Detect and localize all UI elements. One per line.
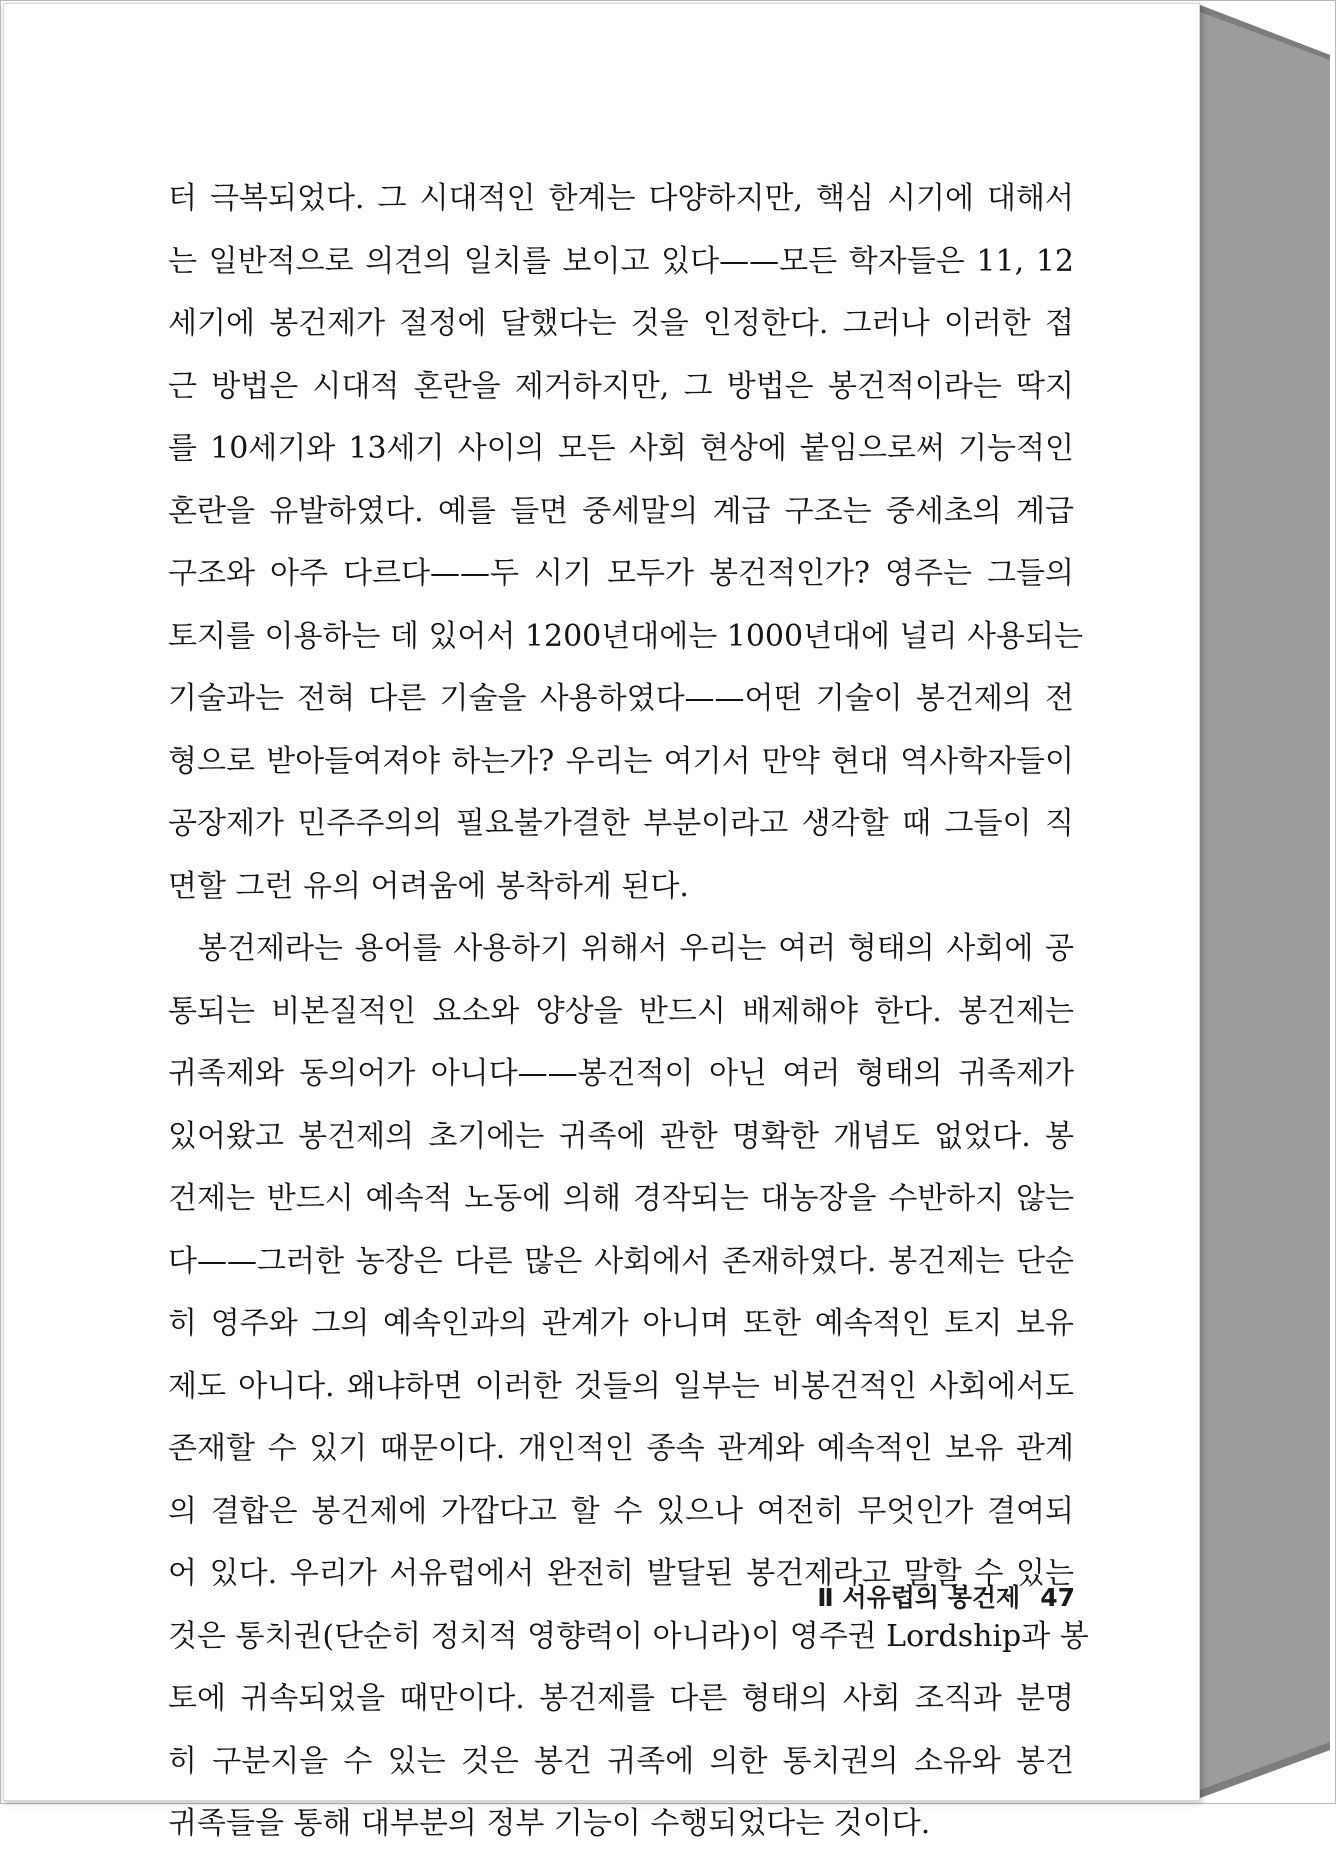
- text-line: 히 구분지을 수 있는 것은 봉건 귀족에 의한 통치권의 소유와 봉건: [168, 1743, 1074, 1779]
- text-line: 구조와 아주 다르다——두 시기 모두가 봉건적인가? 영주는 그들의: [168, 556, 1074, 591]
- text-line: 형으로 받아들여져야 하는가? 우리는 여기서 만약 현대 역사학자들이: [168, 743, 1074, 779]
- text-line: 통되는 비본질적인 요소와 양상을 반드시 배제해야 한다. 봉건제는: [168, 993, 1074, 1029]
- text-line: 다——그러한 농장은 다른 많은 사회에서 존재하였다. 봉건제는 단순: [168, 1243, 1074, 1279]
- page-number: 47: [1040, 1583, 1075, 1612]
- text-line: 를 10세기와 13세기 사이의 모든 사회 현상에 붙임으로써 기능적인: [168, 431, 1074, 466]
- text-line: 토에 귀속되었을 때만이다. 봉건제를 다른 형태의 사회 조직과 분명: [168, 1681, 1074, 1716]
- text-line: 귀족제와 동의어가 아니다——봉건적이 아닌 여러 형태의 귀족제가: [168, 1056, 1074, 1091]
- text-line: 토지를 이용하는 데 있어서 1200년대에는 1000년대에 널리 사용되는: [168, 618, 1083, 654]
- text-line: 어 있다. 우리가 서유럽에서 완전히 발달된 봉건제라고 말할 수 있는: [168, 1556, 1074, 1591]
- text-line: 공장제가 민주주의의 필요불가결한 부분이라고 생각할 때 그들이 직: [168, 806, 1074, 841]
- text-line: 것은 통치권(단순히 정치적 영향력이 아니라)이 영주권 Lordship과 봉: [168, 1618, 1089, 1654]
- text-line: 의 결합은 봉건제에 가깝다고 할 수 있으나 여전히 무엇인가 결여되: [168, 1493, 1074, 1529]
- book-page-edge: [1200, 0, 1334, 1804]
- text-line: 는 일반적으로 의견의 일치를 보이고 있다——모든 학자들은 11, 12: [168, 243, 1074, 279]
- text-line: 히 영주와 그의 예속인과의 관계가 아니며 또한 예속적인 토지 보유: [168, 1306, 1074, 1341]
- text-line: 기술과는 전혀 다른 기술을 사용하였다——어떤 기술이 봉건제의 전: [168, 681, 1074, 716]
- text-line: 봉건제라는 용어를 사용하기 위해서 우리는 여러 형태의 사회에 공: [198, 931, 1074, 966]
- text-line: 세기에 봉건제가 절정에 달했다는 것을 인정한다. 그러나 이러한 접: [168, 306, 1074, 341]
- page-footer: [800, 1578, 1075, 1618]
- text-line: 건제는 반드시 예속적 노동에 의해 경작되는 대농장을 수반하지 않는: [168, 1181, 1074, 1216]
- running-section-title: Ⅱ 서유럽의 봉건제: [817, 1583, 1021, 1612]
- text-line: 존재할 수 있기 때문이다. 개인적인 종속 관계와 예속적인 보유 관계: [168, 1431, 1074, 1466]
- text-line: 귀족들을 통해 대부분의 정부 기능이 수행되었다는 것이다.: [168, 1806, 931, 1841]
- text-line: 근 방법은 시대적 혼란을 제거하지만, 그 방법은 봉건적이라는 딱지: [168, 368, 1074, 404]
- text-line: 혼란을 유발하였다. 예를 들면 중세말의 계급 구조는 중세초의 계급: [168, 493, 1074, 529]
- paragraph-2: [168, 918, 1089, 1856]
- text-line: 면할 그런 유의 어려움에 봉착하게 된다.: [168, 868, 689, 904]
- paragraph-1: [168, 168, 1083, 918]
- text-line: 있어왔고 봉건제의 초기에는 귀족에 관한 명확한 개념도 없었다. 봉: [168, 1118, 1074, 1154]
- text-line: 터 극복되었다. 그 시대적인 한계는 다양하지만, 핵심 시기에 대해서: [168, 181, 1074, 216]
- text-line: 제도 아니다. 왜냐하면 이러한 것들의 일부는 비봉건적인 사회에서도: [168, 1368, 1074, 1404]
